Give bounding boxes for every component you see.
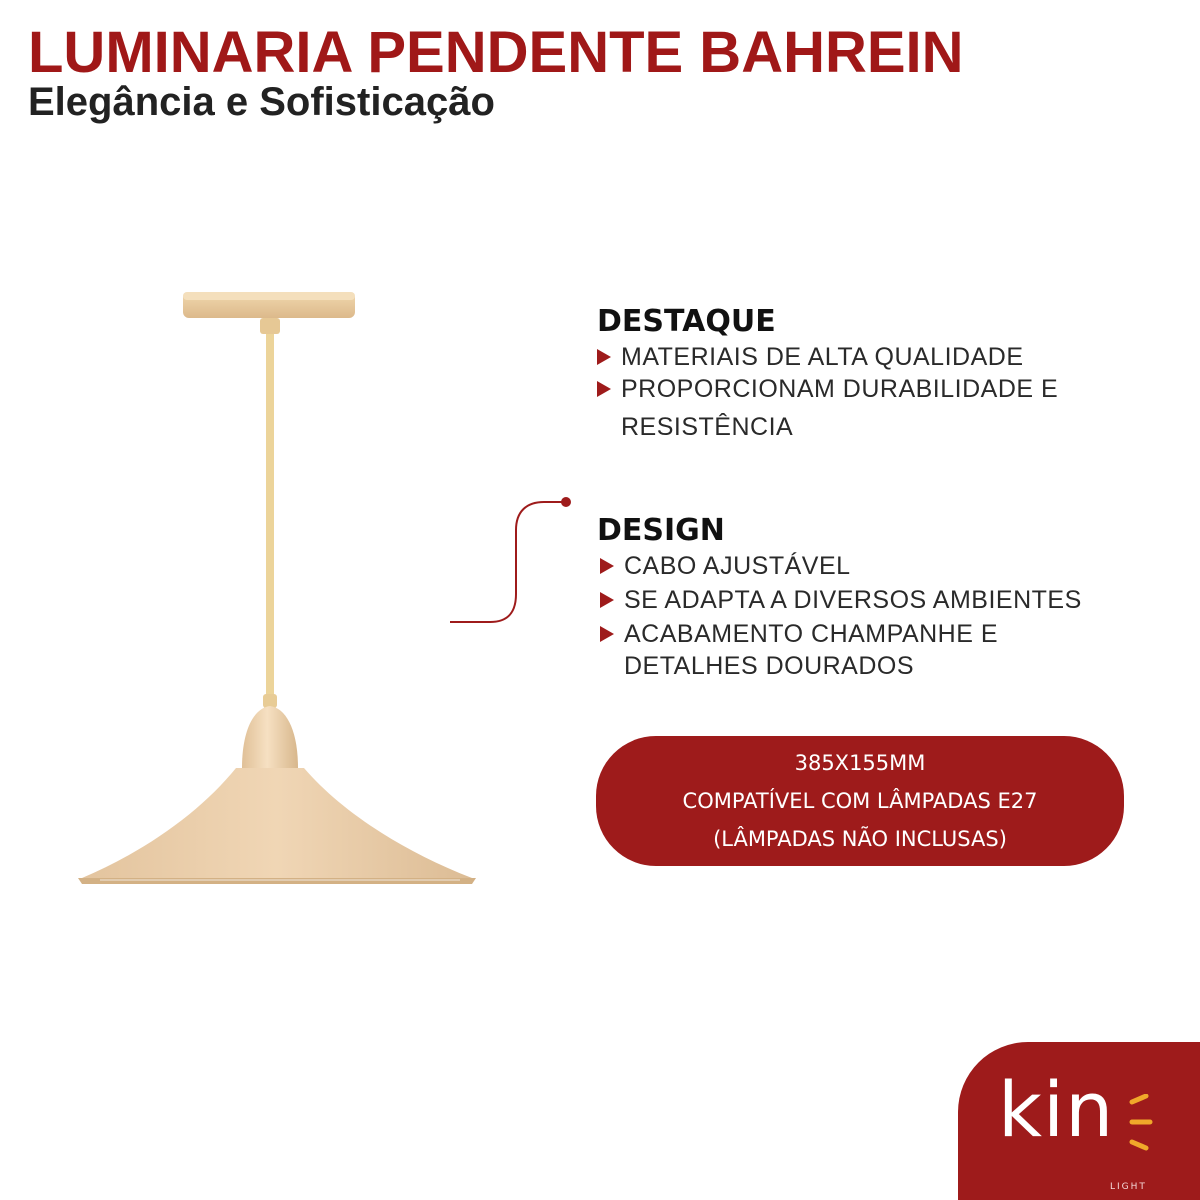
- list-item: SE ADAPTA A DIVERSOS AMBIENTES: [600, 585, 1082, 615]
- design-list: [600, 551, 1082, 681]
- list-item: CABO AJUSTÁVEL: [600, 551, 1082, 581]
- design-title: DESIGN: [597, 513, 725, 548]
- arrow-right-icon: [600, 592, 614, 608]
- page-subtitle: Elegância e Sofisticação: [28, 80, 495, 124]
- specs-badge: [596, 736, 1124, 866]
- connector-line: [440, 490, 580, 630]
- brand-logo: [958, 1042, 1200, 1200]
- logo-wordmark: kin: [998, 1065, 1115, 1154]
- arrow-right-icon: [600, 558, 614, 574]
- arrow-right-icon: [597, 381, 611, 397]
- list-item: MATERIAIS DE ALTA QUALIDADE: [597, 342, 1058, 372]
- pendant-lamp-illustration: [60, 280, 500, 900]
- destaque-title: DESTAQUE: [597, 304, 776, 339]
- arrow-right-icon: [597, 349, 611, 365]
- specs-compat: COMPATÍVEL COM LÂMPADAS E27: [682, 789, 1038, 813]
- list-item: PROPORCIONAM DURABILIDADE E: [597, 374, 1058, 404]
- arrow-right-icon: [600, 626, 614, 642]
- light-rays-icon: [1126, 1094, 1160, 1154]
- list-item: DETALHES DOURADOS: [624, 652, 915, 680]
- page-title: LUMINARIA PENDENTE BAHREIN: [28, 20, 964, 85]
- specs-note: (LÂMPADAS NÃO INCLUSAS): [713, 827, 1007, 851]
- logo-subtext: LIGHT: [1110, 1182, 1147, 1192]
- list-item: RESISTÊNCIA: [621, 413, 794, 441]
- destaque-list: [597, 342, 1058, 442]
- specs-dimensions: 385X155MM: [794, 751, 926, 775]
- list-item: ACABAMENTO CHAMPANHE E: [600, 619, 1082, 649]
